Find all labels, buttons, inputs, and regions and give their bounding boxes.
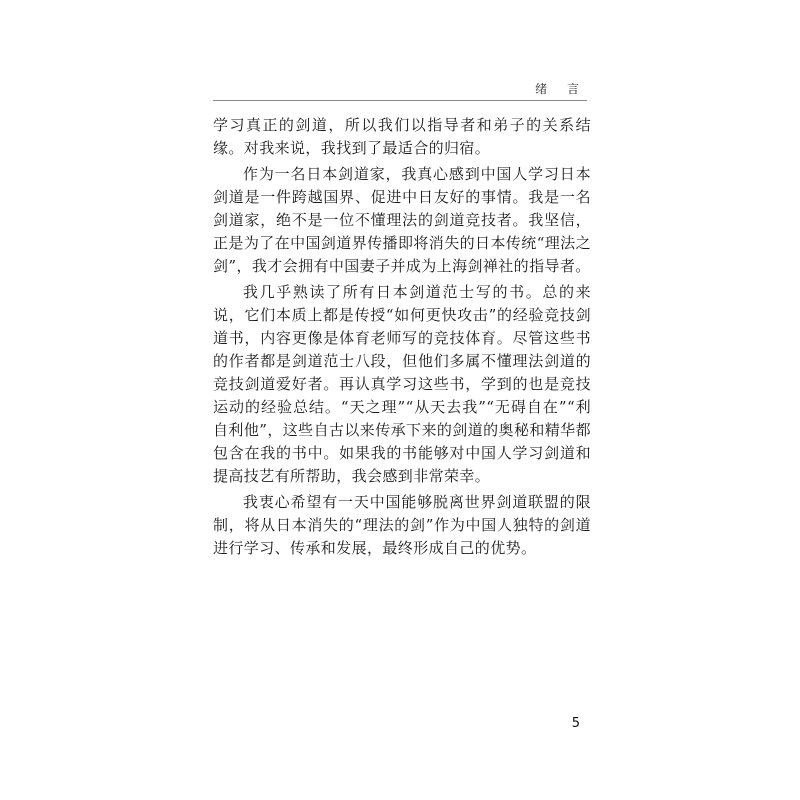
running-header: 绪 言 bbox=[535, 82, 587, 96]
paragraph: 我衷心希望有一天中国能够脱离世界剑道联盟的限制，将从日本消失的“理法的剑”作为中国人独特的剑道进行学习、传承和发展，最终形成自己的优势。 bbox=[213, 493, 591, 557]
paragraph: 作为一名日本剑道家，我真心感到中国人学习日本剑道是一件跨越国界、促进中日友好的事情。我是一名剑道家，绝不是一位不懂理法的剑道竞技者。我坚信，正是为了在中国剑道界传播即将消失的日本传统“理法之剑”，我才会拥有中国妻子并成为上海剑禅社的指导者。 bbox=[213, 165, 591, 275]
paragraph: 我几乎熟读了所有日本剑道范士写的书。总的来说，它们本质上都是传授“如何更快攻击”的经验竞技剑道书，内容更像是体育老师写的竞技体育。尽管这些书的作者都是剑道范士八段，但他们多属不懂理法剑道的竞技剑道爱好者。再认真学习这些书，学到的也是竞技运动的经验总结。“天之理”“从天去我”“无碍自在”“利自利他”，这些自古以来传承下来的剑道的奥秘和精华都包含在我的书中。如果我的书能够对中国人学习剑道和提高技艺有所帮助，我会感到非常荣幸。 bbox=[213, 283, 591, 485]
page-number: 5 bbox=[571, 716, 580, 731]
paragraph-continuation: 学习真正的剑道，所以我们以指导者和弟子的关系结缘。对我来说，我找到了最适合的归宿。 bbox=[213, 116, 591, 157]
body-text bbox=[213, 114, 591, 560]
header-rule bbox=[213, 100, 587, 101]
